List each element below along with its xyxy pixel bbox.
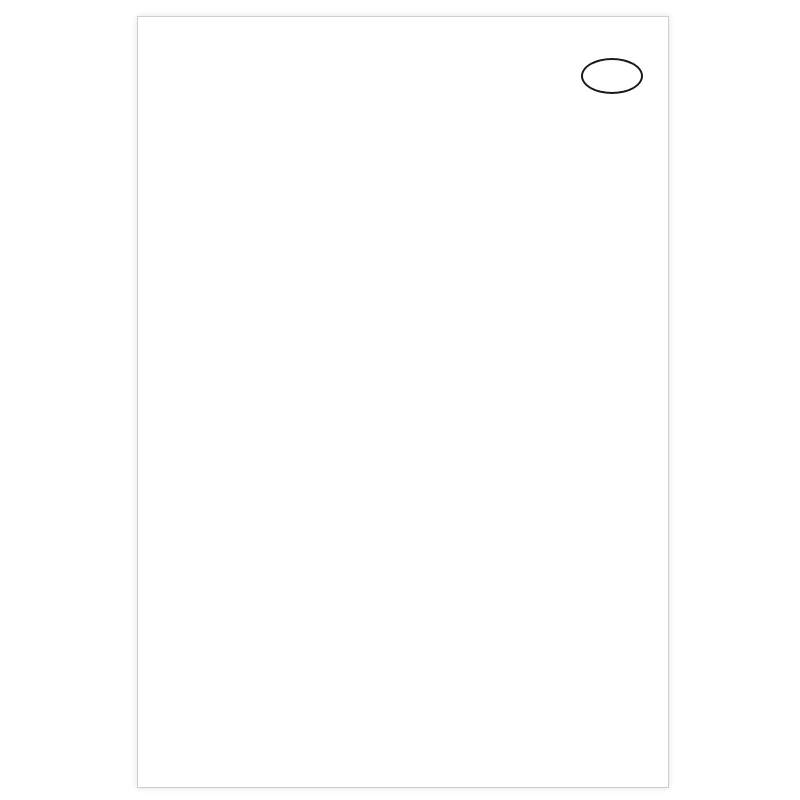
- otc-badge: [581, 58, 643, 94]
- indications-row: [174, 244, 644, 260]
- interactions-row: [174, 526, 644, 542]
- packaging-row: [174, 558, 644, 574]
- address-row: [174, 670, 644, 686]
- precaution-item: [174, 416, 644, 434]
- common-name-row: [174, 180, 644, 196]
- precaution-item: [174, 361, 644, 379]
- brand-logo: [176, 51, 177, 66]
- precaution-item: [174, 342, 644, 360]
- precaution-item: [174, 379, 644, 397]
- revision-row: [174, 622, 644, 638]
- precaution-item: [174, 324, 644, 342]
- dosage-row: [174, 260, 644, 276]
- approval-row: [174, 606, 644, 622]
- appearance-row: [174, 228, 644, 244]
- manufacturer-header: [174, 638, 644, 654]
- precautions-list: [174, 324, 644, 526]
- validity-row: [174, 574, 644, 590]
- phone-row: [174, 702, 644, 718]
- instruction-content: [174, 164, 644, 750]
- ingredients-row: [174, 212, 644, 228]
- pinyin-row: [174, 196, 644, 212]
- instruction-sheet: [137, 16, 669, 788]
- fax-row: [174, 718, 644, 734]
- precaution-item: [174, 453, 644, 471]
- standard-row: [174, 590, 644, 606]
- website-row: [174, 734, 644, 750]
- precautions-header: [174, 308, 644, 324]
- precaution-item: [174, 490, 644, 508]
- precaution-item: [174, 471, 644, 489]
- precaution-item: [174, 434, 644, 452]
- company-name-row: [174, 654, 644, 670]
- adverse-row: [174, 276, 644, 292]
- precaution-item: [174, 398, 644, 416]
- storage-row: [174, 542, 644, 558]
- drug-name-header: [174, 164, 644, 180]
- contraindications-row: [174, 292, 644, 308]
- precaution-item: [174, 508, 644, 526]
- postcode-row: [174, 686, 644, 702]
